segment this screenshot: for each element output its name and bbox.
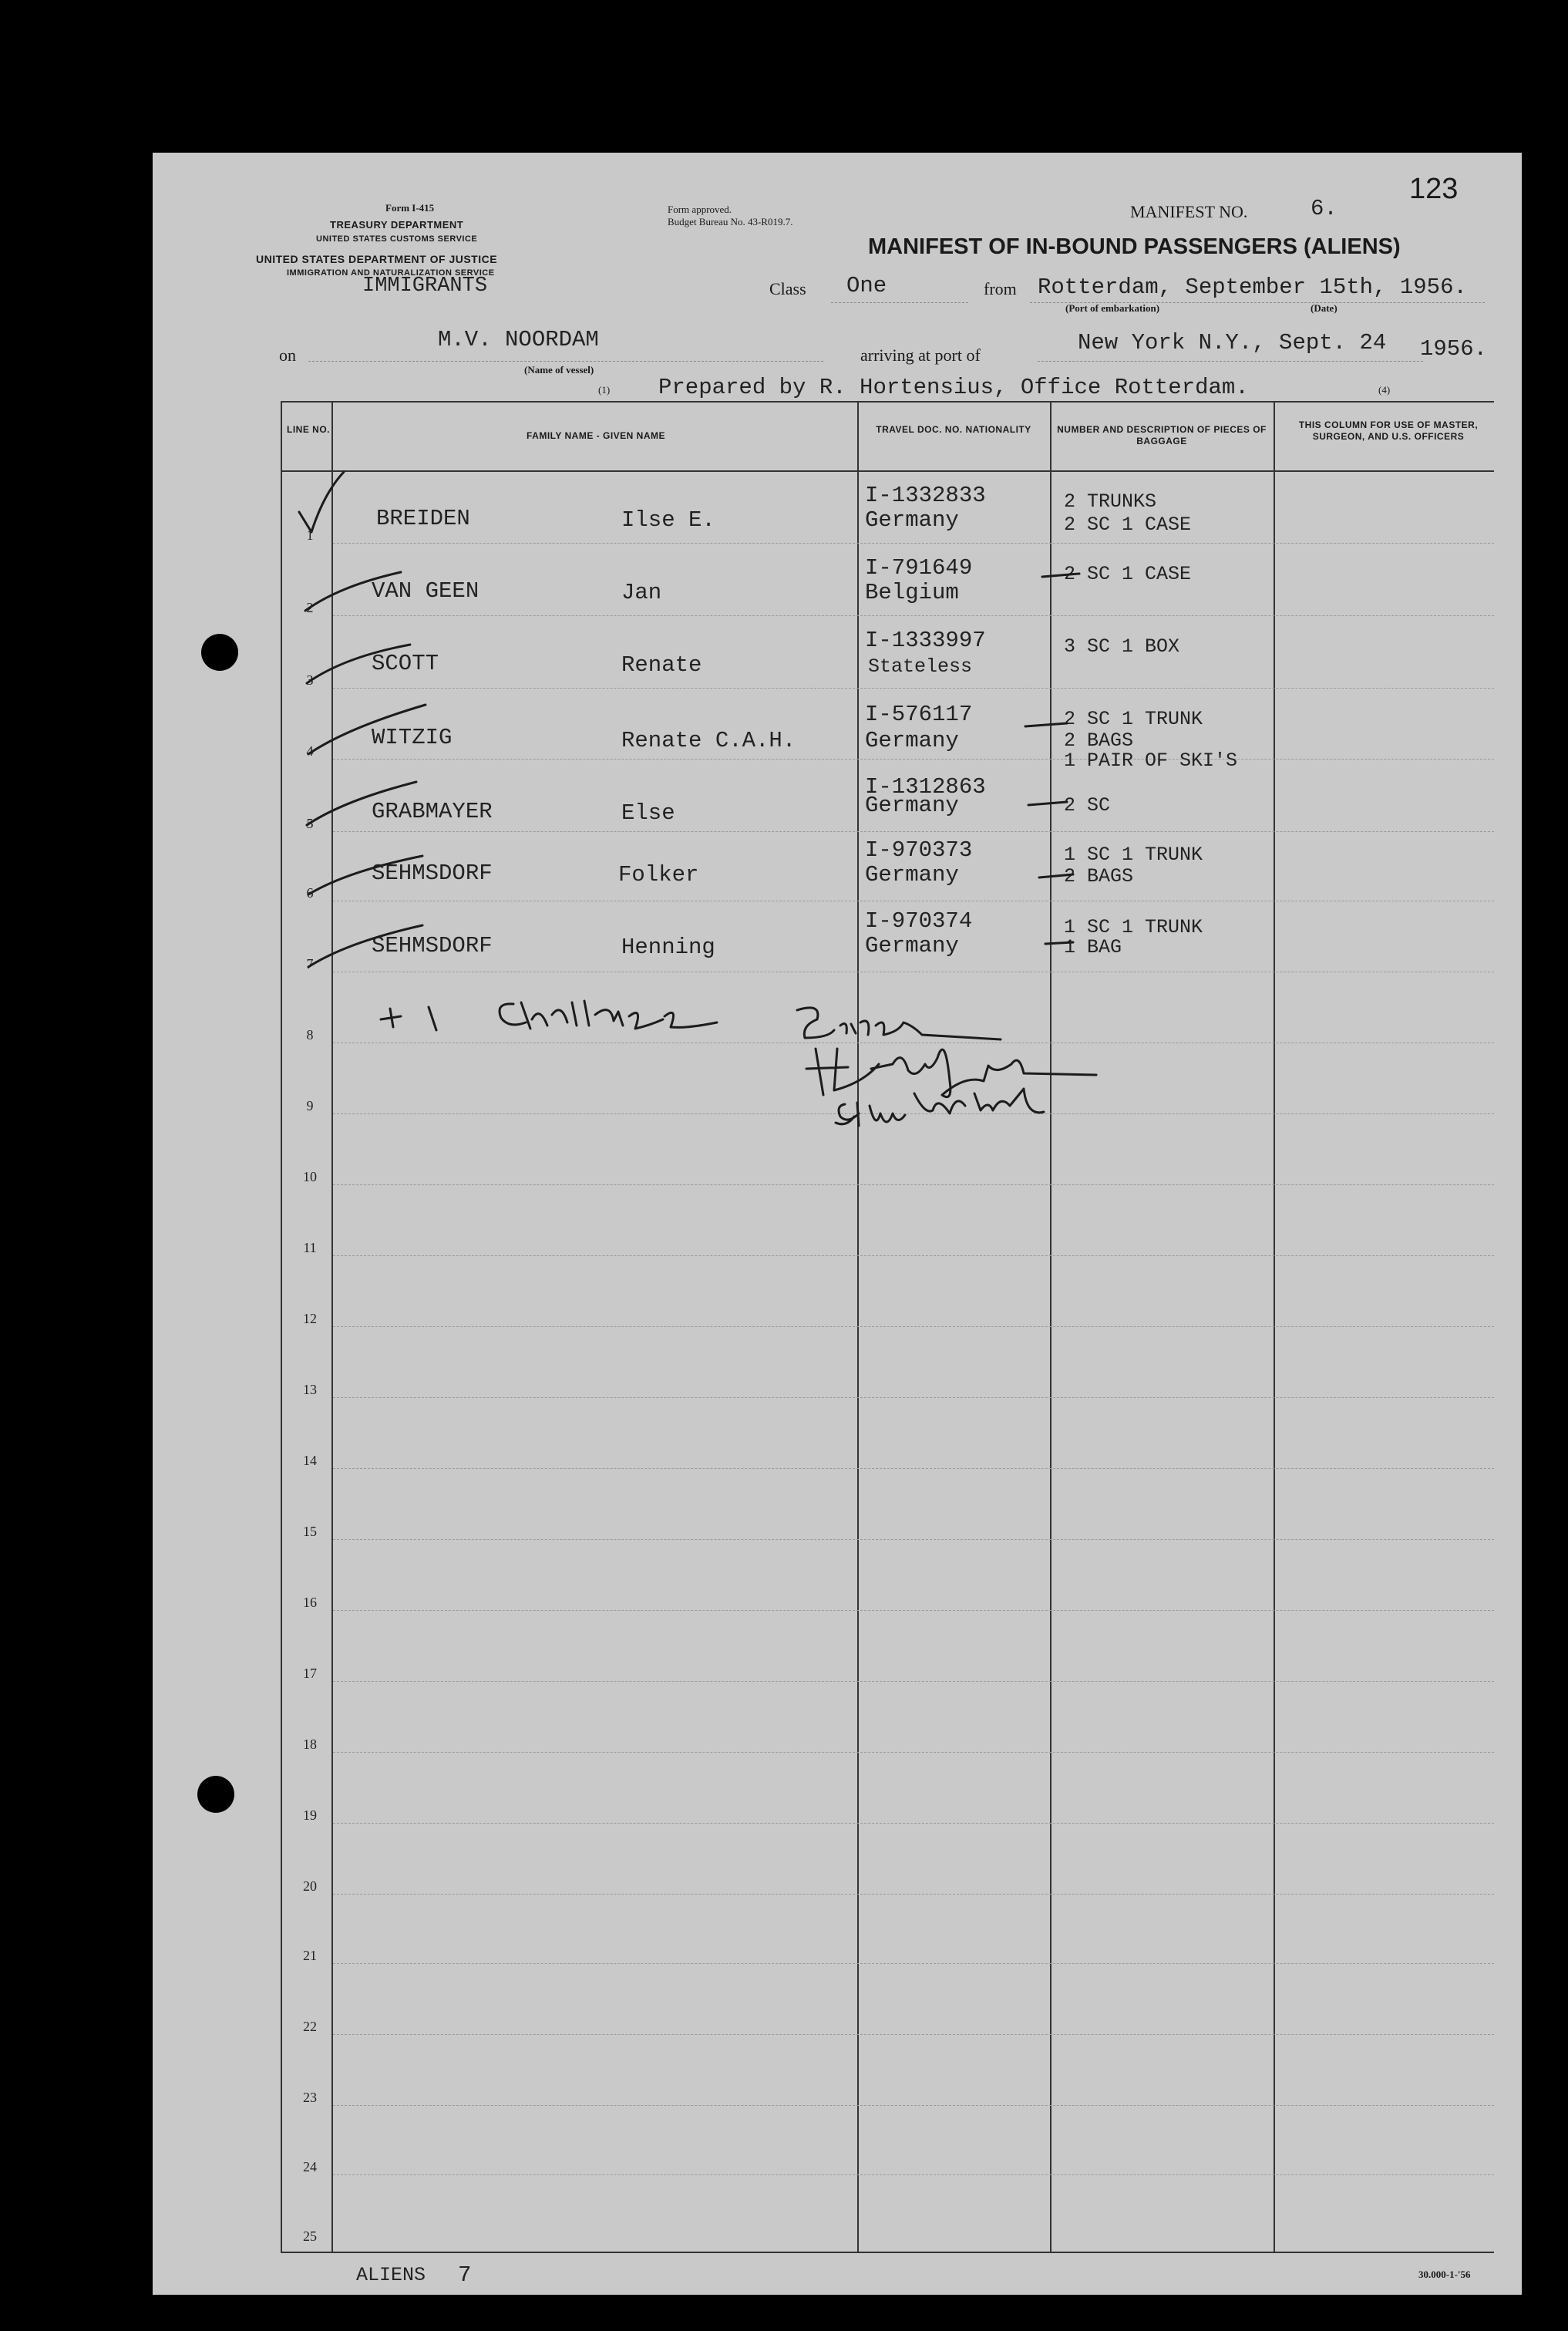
line-number: 17	[303, 1666, 317, 1681]
travel-doc-number: I-1312863	[865, 774, 986, 800]
passenger-given-name: Ilse E.	[621, 507, 715, 533]
nationality: Belgium	[865, 580, 959, 605]
baggage-line: 2 SC 1 CASE	[1064, 563, 1192, 585]
form-number: Form I-415	[385, 202, 435, 214]
typed-immigrants: IMMIGRANTS	[362, 275, 488, 298]
passenger-family-name: VAN GEEN	[372, 578, 479, 604]
travel-doc-number: I-1333997	[865, 628, 986, 653]
travel-doc-number: I-1332833	[865, 483, 986, 508]
line-number: 20	[303, 1878, 317, 1894]
nationality: Stateless	[868, 655, 973, 678]
form-approved: Form approved.	[668, 204, 732, 215]
baggage-line: 3 SC 1 BOX	[1064, 635, 1180, 658]
passenger-given-name: Else	[621, 800, 675, 826]
line-number: 2	[306, 600, 314, 615]
caption-1: (1)	[598, 384, 611, 396]
on-label: on	[279, 345, 296, 365]
passenger-given-name: Renate C.A.H.	[621, 728, 796, 753]
baggage-line: 1 PAIR OF SKI'S	[1064, 749, 1238, 772]
nationality: Germany	[865, 728, 959, 753]
passenger-given-name: Folker	[618, 862, 699, 888]
header-family-name: FAMILY NAME - GIVEN NAME	[526, 430, 666, 441]
date-caption: (Date)	[1311, 302, 1338, 314]
passenger-family-name: SCOTT	[372, 651, 439, 676]
line-number: 7	[306, 956, 314, 972]
arrival-year: 1956.	[1420, 336, 1488, 362]
line-number: 19	[303, 1807, 317, 1823]
passenger-family-name: SEHMSDORF	[372, 861, 493, 886]
aliens-count: 7	[458, 2262, 472, 2288]
travel-doc-number: I-576117	[865, 702, 973, 727]
passenger-family-name: BREIDEN	[376, 506, 470, 531]
vessel-name: M.V. NOORDAM	[438, 327, 599, 352]
from-label: from	[984, 279, 1017, 298]
vessel-caption: (Name of vessel)	[524, 364, 594, 376]
header-baggage: NUMBER AND DESCRIPTION OF PIECES OF BAGGAGE	[1057, 424, 1267, 446]
port-caption: (Port of embarkation)	[1065, 302, 1160, 314]
print-code: 30.000-1-'56	[1418, 2269, 1471, 2280]
passenger-family-name: GRABMAYER	[372, 799, 493, 824]
passenger-family-name: SEHMSDORF	[372, 933, 493, 958]
baggage-line: 2 SC	[1064, 794, 1111, 817]
travel-doc-number: I-970374	[865, 908, 973, 934]
line-number: 14	[303, 1453, 317, 1468]
nationality: Germany	[865, 507, 959, 533]
immigration-service: IMMIGRATION AND NATURALIZATION SERVICE	[287, 268, 495, 278]
line-number: 23	[303, 2090, 317, 2105]
nationality: Germany	[865, 862, 959, 888]
arriving-label: arriving at port of	[860, 345, 981, 365]
baggage-line: 1 SC 1 TRUNK	[1064, 916, 1203, 938]
manifest-title: MANIFEST OF IN-BOUND PASSENGERS (ALIENS)	[868, 234, 1401, 259]
aliens-label: ALIENS	[356, 2264, 426, 2286]
manifest-number: 6.	[1311, 196, 1338, 221]
line-number: 25	[303, 2228, 317, 2244]
line-number: 12	[303, 1311, 317, 1326]
class-value: One	[846, 273, 887, 298]
line-number: 1	[306, 527, 314, 543]
line-number: 13	[303, 1382, 317, 1397]
line-number: 22	[303, 2019, 317, 2034]
baggage-line: 2 SC 1 TRUNK	[1064, 708, 1203, 730]
passenger-given-name: Jan	[621, 580, 662, 605]
line-number: 9	[306, 1098, 314, 1113]
line-number: 16	[303, 1595, 317, 1610]
treasury-department: TREASURY DEPARTMENT	[330, 219, 464, 231]
arrival-port-date: New York N.Y., Sept. 24	[1078, 330, 1387, 355]
line-number: 3	[306, 672, 314, 688]
line-number: 6	[306, 885, 314, 901]
baggage-line: 2 BAGS	[1064, 729, 1134, 752]
line-number: 5	[306, 816, 314, 831]
passenger-given-name: Henning	[621, 935, 715, 960]
line-number: 11	[303, 1240, 317, 1255]
passenger-given-name: Renate	[621, 652, 702, 678]
manifest-number-label: MANIFEST NO.	[1130, 202, 1248, 221]
travel-doc-number: I-970373	[865, 837, 973, 863]
travel-doc-number: I-791649	[865, 555, 973, 581]
nationality: Germany	[865, 933, 959, 958]
baggage-line: 2 BAGS	[1064, 865, 1134, 888]
customs-service: UNITED STATES CUSTOMS SERVICE	[316, 234, 478, 244]
line-number: 10	[303, 1169, 317, 1184]
header-line-no: LINE NO.	[287, 424, 331, 435]
prepared-by: Prepared by R. Hortensius, Office Rotterdam.	[658, 375, 1249, 400]
class-label: Class	[769, 279, 806, 298]
line-number: 24	[303, 2159, 317, 2174]
line-number: 8	[306, 1027, 314, 1043]
line-number: 21	[303, 1948, 317, 1963]
line-number: 18	[303, 1736, 317, 1752]
header-travel-doc: TRAVEL DOC. NO. NATIONALITY	[876, 424, 1031, 435]
nationality: Germany	[865, 793, 959, 818]
budget-bureau-number: Budget Bureau No. 43-R019.7.	[668, 216, 793, 227]
passenger-family-name: WITZIG	[372, 725, 453, 750]
page-number: 123	[1409, 173, 1459, 205]
baggage-line: 1 SC 1 TRUNK	[1064, 844, 1203, 866]
line-number: 15	[303, 1524, 317, 1539]
baggage-line: 1 BAG	[1064, 936, 1122, 958]
baggage-line: 2 TRUNKS	[1064, 490, 1157, 513]
caption-4: (4)	[1378, 384, 1391, 396]
header-officers: THIS COLUMN FOR USE OF MASTER, SURGEON, AND U.S. OFFICERS	[1298, 419, 1479, 442]
port-of-embarkation: Rotterdam, September 15th, 1956.	[1038, 275, 1467, 300]
department-of-justice: UNITED STATES DEPARTMENT OF JUSTICE	[256, 253, 498, 265]
baggage-line: 2 SC 1 CASE	[1064, 514, 1192, 536]
line-number: 4	[306, 743, 314, 759]
